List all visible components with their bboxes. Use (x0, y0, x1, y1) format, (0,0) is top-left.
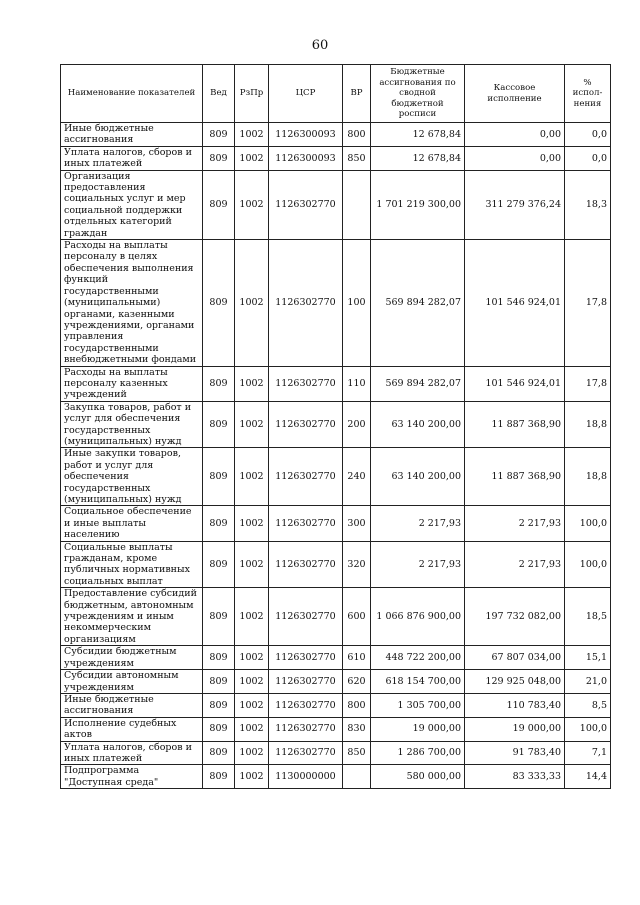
row-csr: 1126302770 (269, 588, 343, 646)
row-cash-execution: 101 546 924,01 (465, 240, 565, 366)
row-ved: 809 (203, 146, 235, 170)
row-ved: 809 (203, 765, 235, 789)
row-assignments: 63 140 200,00 (371, 448, 465, 506)
table-body (61, 123, 611, 789)
row-csr: 1126302770 (269, 448, 343, 506)
row-rzpr: 1002 (235, 401, 269, 448)
row-assignments: 2 217,93 (371, 506, 465, 541)
row-percent: 100,0 (565, 506, 611, 541)
row-percent: 15,1 (565, 646, 611, 670)
row-rzpr: 1002 (235, 646, 269, 670)
row-assignments: 1 305 700,00 (371, 693, 465, 717)
row-percent: 18,8 (565, 448, 611, 506)
row-percent: 0,0 (565, 123, 611, 147)
row-ved: 809 (203, 741, 235, 765)
row-cash-execution: 2 217,93 (465, 541, 565, 588)
row-ved: 809 (203, 646, 235, 670)
row-assignments: 1 701 219 300,00 (371, 170, 465, 239)
table-row (61, 670, 611, 694)
row-name: Субсидии автономным учреждениям (61, 670, 203, 694)
page-number: 60 (311, 38, 329, 53)
row-percent: 8,5 (565, 693, 611, 717)
table-row (61, 366, 611, 401)
row-percent: 17,8 (565, 366, 611, 401)
row-assignments: 19 000,00 (371, 717, 465, 741)
row-rzpr: 1002 (235, 693, 269, 717)
row-rzpr: 1002 (235, 741, 269, 765)
row-rzpr: 1002 (235, 146, 269, 170)
row-percent: 17,8 (565, 240, 611, 366)
row-csr: 1126302770 (269, 366, 343, 401)
table-row (61, 146, 611, 170)
row-rzpr: 1002 (235, 765, 269, 789)
row-ved: 809 (203, 541, 235, 588)
row-ved: 809 (203, 123, 235, 147)
row-ved: 809 (203, 448, 235, 506)
row-name: Уплата налогов, сборов и иных платежей (61, 146, 203, 170)
row-rzpr: 1002 (235, 541, 269, 588)
row-ved: 809 (203, 506, 235, 541)
row-rzpr: 1002 (235, 670, 269, 694)
table-row (61, 448, 611, 506)
row-csr: 1126302770 (269, 670, 343, 694)
row-rzpr: 1002 (235, 170, 269, 239)
row-vr: 800 (343, 123, 371, 147)
row-name: Субсидии бюджетным учреждениям (61, 646, 203, 670)
header-name: Наименование показателей (61, 65, 203, 123)
row-vr: 200 (343, 401, 371, 448)
header-rzpr: РзПр (235, 65, 269, 123)
row-name: Социальные выплаты гражданам, кроме публичных нормативных социальных выплат (61, 541, 203, 588)
row-name: Подпрограмма "Доступная среда" (61, 765, 203, 789)
row-csr: 1126302770 (269, 717, 343, 741)
row-rzpr: 1002 (235, 240, 269, 366)
header-cash-execution: Кассовое исполнение (465, 65, 565, 123)
budget-table (60, 64, 611, 789)
table-row (61, 170, 611, 239)
row-vr: 850 (343, 146, 371, 170)
table-row (61, 240, 611, 366)
row-csr: 1126300093 (269, 146, 343, 170)
table-row (61, 401, 611, 448)
row-name: Иные закупки товаров, работ и услуг для обеспечения государственных (муниципальных) нужд (61, 448, 203, 506)
row-cash-execution: 67 807 034,00 (465, 646, 565, 670)
row-ved: 809 (203, 670, 235, 694)
row-vr: 610 (343, 646, 371, 670)
row-assignments: 618 154 700,00 (371, 670, 465, 694)
row-name: Уплата налогов, сборов и иных платежей (61, 741, 203, 765)
row-ved: 809 (203, 366, 235, 401)
row-cash-execution: 2 217,93 (465, 506, 565, 541)
row-name: Расходы на выплаты персоналу казенных учреждений (61, 366, 203, 401)
row-vr: 800 (343, 693, 371, 717)
row-cash-execution: 91 783,40 (465, 741, 565, 765)
row-cash-execution: 11 887 368,90 (465, 401, 565, 448)
row-percent: 100,0 (565, 717, 611, 741)
row-ved: 809 (203, 240, 235, 366)
row-percent: 18,3 (565, 170, 611, 239)
row-name: Организация предоставления социальных услуг и мер социальной поддержки отдельных категорий граждан (61, 170, 203, 239)
row-rzpr: 1002 (235, 588, 269, 646)
row-vr: 830 (343, 717, 371, 741)
table-row (61, 741, 611, 765)
row-csr: 1126302770 (269, 693, 343, 717)
row-cash-execution: 0,00 (465, 146, 565, 170)
row-csr: 1126302770 (269, 541, 343, 588)
table-row (61, 506, 611, 541)
row-percent: 100,0 (565, 541, 611, 588)
row-csr: 1126300093 (269, 123, 343, 147)
row-percent: 7,1 (565, 741, 611, 765)
row-cash-execution: 11 887 368,90 (465, 448, 565, 506)
row-percent: 14,4 (565, 765, 611, 789)
row-name: Предоставление субсидий бюджетным, автономным учреждениям и иным некоммерческим организациям (61, 588, 203, 646)
row-name: Исполнение судебных актов (61, 717, 203, 741)
table-row (61, 765, 611, 789)
row-cash-execution: 311 279 376,24 (465, 170, 565, 239)
row-cash-execution: 110 783,40 (465, 693, 565, 717)
row-assignments: 2 217,93 (371, 541, 465, 588)
table-row (61, 123, 611, 147)
row-ved: 809 (203, 588, 235, 646)
row-ved: 809 (203, 401, 235, 448)
row-csr: 1126302770 (269, 401, 343, 448)
header-ved: Вед (203, 65, 235, 123)
row-assignments: 63 140 200,00 (371, 401, 465, 448)
row-cash-execution: 19 000,00 (465, 717, 565, 741)
row-name: Иные бюджетные ассигнования (61, 123, 203, 147)
row-assignments: 580 000,00 (371, 765, 465, 789)
row-assignments: 12 678,84 (371, 146, 465, 170)
row-cash-execution: 197 732 082,00 (465, 588, 565, 646)
row-assignments: 12 678,84 (371, 123, 465, 147)
row-assignments: 1 286 700,00 (371, 741, 465, 765)
header-vr: ВР (343, 65, 371, 123)
row-percent: 0,0 (565, 146, 611, 170)
row-rzpr: 1002 (235, 448, 269, 506)
row-csr: 1126302770 (269, 646, 343, 670)
header-percent: % испол-нения (565, 65, 611, 123)
row-vr (343, 170, 371, 239)
row-cash-execution: 129 925 048,00 (465, 670, 565, 694)
row-csr: 1126302770 (269, 741, 343, 765)
table-row (61, 588, 611, 646)
row-vr: 110 (343, 366, 371, 401)
row-name: Иные бюджетные ассигнования (61, 693, 203, 717)
row-csr: 1126302770 (269, 240, 343, 366)
row-vr: 600 (343, 588, 371, 646)
row-csr: 1126302770 (269, 506, 343, 541)
row-rzpr: 1002 (235, 366, 269, 401)
row-name: Социальное обеспечение и иные выплаты населению (61, 506, 203, 541)
header-csr: ЦСР (269, 65, 343, 123)
row-ved: 809 (203, 717, 235, 741)
row-rzpr: 1002 (235, 506, 269, 541)
header-row (61, 65, 611, 123)
header-assignments: Бюджетные ассигнования по сводной бюджетной росписи (371, 65, 465, 123)
row-vr: 850 (343, 741, 371, 765)
row-cash-execution: 0,00 (465, 123, 565, 147)
row-percent: 18,5 (565, 588, 611, 646)
row-assignments: 569 894 282,07 (371, 366, 465, 401)
row-vr: 100 (343, 240, 371, 366)
row-cash-execution: 83 333,33 (465, 765, 565, 789)
row-assignments: 448 722 200,00 (371, 646, 465, 670)
row-cash-execution: 101 546 924,01 (465, 366, 565, 401)
row-name: Расходы на выплаты персоналу в целях обеспечения выполнения функций государственными (муниципальными) органами, казенными учреждениями, органами управления государственными внебюджетными фондами (61, 240, 203, 366)
row-assignments: 1 066 876 900,00 (371, 588, 465, 646)
row-percent: 21,0 (565, 670, 611, 694)
row-vr (343, 765, 371, 789)
row-vr: 300 (343, 506, 371, 541)
row-ved: 809 (203, 693, 235, 717)
table-row (61, 717, 611, 741)
row-csr: 1130000000 (269, 765, 343, 789)
row-vr: 320 (343, 541, 371, 588)
row-vr: 620 (343, 670, 371, 694)
row-rzpr: 1002 (235, 717, 269, 741)
table-row (61, 541, 611, 588)
row-csr: 1126302770 (269, 170, 343, 239)
row-assignments: 569 894 282,07 (371, 240, 465, 366)
row-ved: 809 (203, 170, 235, 239)
row-percent: 18,8 (565, 401, 611, 448)
table-row (61, 646, 611, 670)
row-name: Закупка товаров, работ и услуг для обеспечения государственных (муниципальных) нужд (61, 401, 203, 448)
row-rzpr: 1002 (235, 123, 269, 147)
table-row (61, 693, 611, 717)
row-vr: 240 (343, 448, 371, 506)
